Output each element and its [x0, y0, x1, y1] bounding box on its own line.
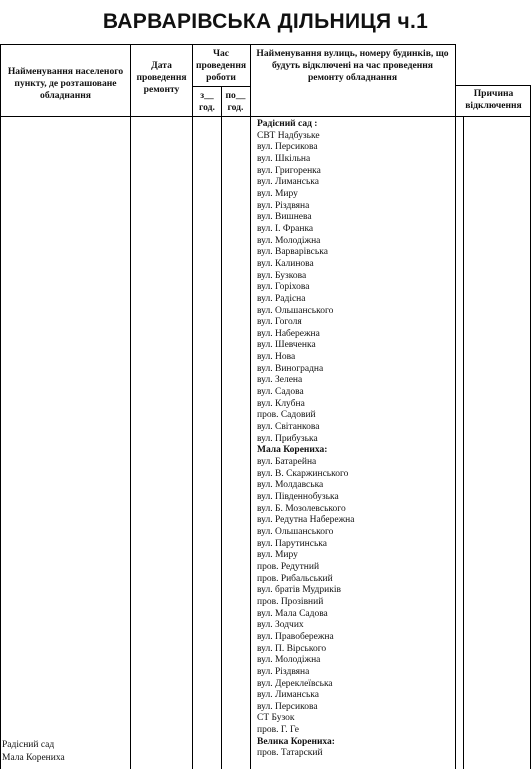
header-date: Дата проведення ремонту — [136, 60, 187, 95]
header-time-to: по__ год. — [225, 90, 246, 113]
settlement-cell — [2, 739, 65, 765]
street-item: пров. Редутний — [257, 561, 320, 572]
street-item: вул. Нова — [257, 352, 296, 363]
street-item: вул. Південнобузька — [257, 492, 339, 502]
street-item: пров. Г. Ге — [257, 725, 299, 736]
header-reason: Причина відключення — [465, 88, 522, 111]
street-item: вул. Ольшанського — [257, 305, 334, 316]
street-item: вул. Молодіжна — [257, 655, 321, 666]
street-item: СВТ Надбузьке — [257, 130, 320, 141]
street-item: вул. І. Франка — [257, 223, 314, 234]
header-time: Час проведення роботи — [195, 48, 247, 83]
street-item: вул. Григоренка — [257, 165, 321, 176]
street-item: вул. Світанкова — [257, 422, 320, 433]
header-streets: Найменування вулиць, номеру будинків, що будуть відключені на час проведення ремонту обладнання — [256, 48, 449, 83]
street-item: вул. Вишнева — [257, 212, 312, 223]
street-item: вул. Персикова — [257, 142, 318, 153]
street-item: вул. Правобережна — [257, 631, 334, 642]
street-group-heading: Велика Корениха: — [257, 736, 335, 747]
street-item: вул. Батарейна — [257, 457, 317, 468]
street-item: вул. Молдавська — [257, 480, 324, 491]
street-item: вул. Горіхова — [257, 282, 310, 293]
street-item: вул. Парутинська — [257, 538, 327, 549]
street-item: пров. Садовий — [257, 410, 316, 421]
settlement-line: Радісний сад — [2, 740, 55, 750]
street-item: вул. Зодчих — [257, 620, 304, 631]
street-item: вул. Миру — [257, 550, 298, 561]
street-item: вул. Різдвяна — [257, 666, 310, 677]
street-item: вул. В. Скаржинського — [257, 468, 349, 479]
street-item: вул. Редутна Набережна — [257, 515, 355, 526]
street-item: вул. Миру — [257, 188, 298, 199]
settlement-line: Мала Корениха — [2, 753, 65, 763]
street-item: вул. Бузкова — [257, 270, 307, 281]
street-item: вул. братів Мудриків — [257, 585, 341, 596]
street-item: вул. Садова — [257, 387, 304, 398]
street-group-heading: Мала Корениха: — [257, 445, 328, 456]
street-item: вул. Варварівська — [257, 247, 328, 258]
street-item: вул. Набережна — [257, 328, 320, 339]
street-item: вул. Лиманська — [257, 177, 319, 188]
header-time-from: з__ год. — [199, 90, 215, 113]
street-item: вул. Прибузька — [257, 433, 318, 444]
street-item: вул. Шевченка — [257, 340, 316, 351]
street-item: вул. Ольшанського — [257, 526, 334, 537]
street-item: СТ Бузок — [257, 713, 295, 724]
street-item: вул. Дереклеївська — [257, 678, 333, 689]
street-item: вул. Клубна — [257, 398, 305, 409]
street-item: вул. Мала Садова — [257, 608, 328, 619]
street-item: вул. Радісна — [257, 293, 306, 304]
street-item: вул. Шкільна — [257, 153, 311, 164]
street-item: вул. Б. Мозолевського — [257, 503, 346, 514]
street-item: вул. Молодіжна — [257, 235, 321, 246]
header-settlement: Найменування населеного пункту, де розташоване обладнання — [7, 66, 124, 101]
street-item: пров. Татарский — [257, 748, 323, 759]
street-item: вул. Зелена — [257, 375, 303, 386]
street-item: вул. Гоголя — [257, 317, 302, 328]
street-item: вул. Виноградна — [257, 363, 324, 374]
street-item: пров. Прозівний — [257, 596, 324, 607]
street-item: вул. Різдвяна — [257, 200, 310, 211]
street-item: вул. П. Вірського — [257, 643, 327, 654]
street-item: вул. Калинова — [257, 258, 314, 269]
streets-list — [257, 119, 462, 760]
street-group-heading: Радісний сад : — [257, 119, 318, 129]
page-title: ВАРВАРІВСЬКА ДІЛЬНИЦЯ ч.1 — [102, 10, 429, 33]
street-item: пров. Рибальський — [257, 573, 333, 584]
street-item: вул. Персикова — [257, 701, 318, 712]
street-item: вул. Лиманська — [257, 690, 319, 701]
